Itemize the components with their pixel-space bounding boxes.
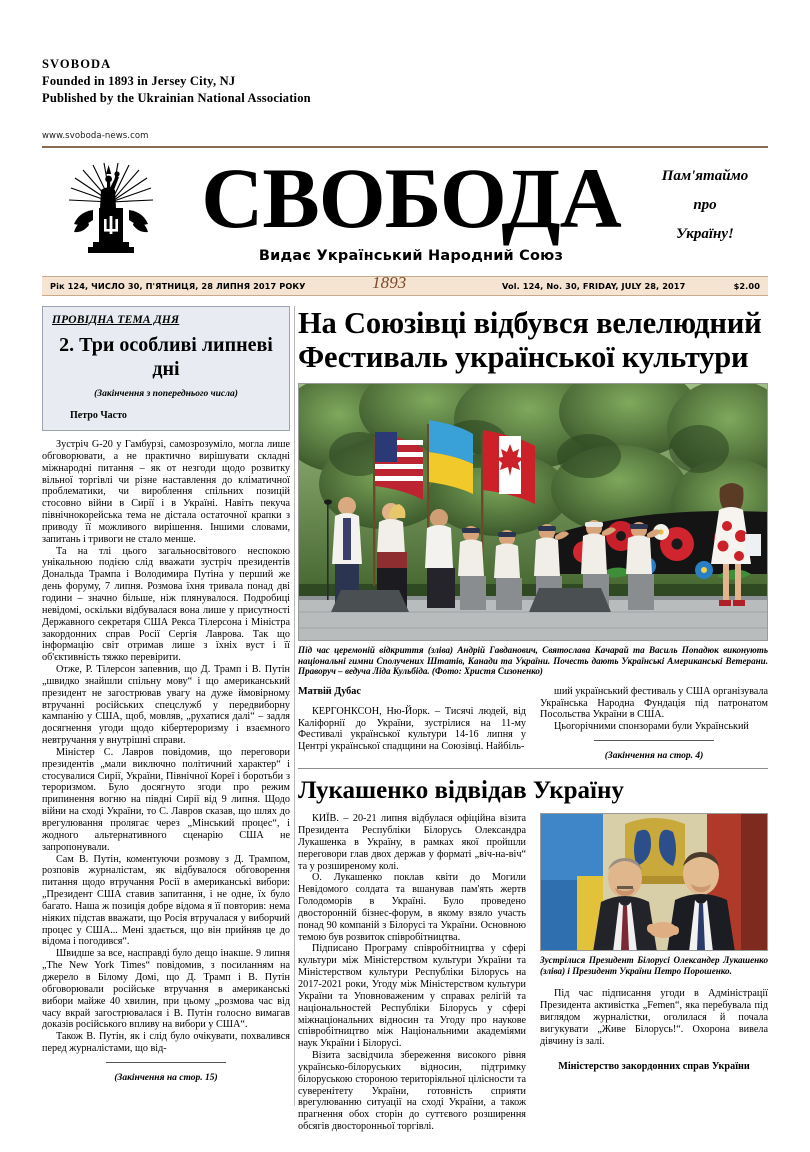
folio-year-mark: 1893 — [372, 273, 407, 292]
left-column — [42, 306, 290, 1083]
lukashenko-headline[interactable]: Лукашенко відвідав Україну — [298, 777, 624, 805]
festival-endnote-divider — [594, 740, 714, 741]
paragraph: Візита засвідчила збереження високого рівня українсько-білоруських відносин, підтримку білоруською стороною територіяльної цілісности та суверенітету України, готовність сприяти врегулюванню ситуації на сході України, а також прагнення обох сторін до суттєвого розширення обсягів двосторонньої торгівлі. — [298, 1050, 526, 1133]
lead-continued-on[interactable]: (Закінчення на стор. 15) — [114, 1072, 218, 1083]
lukashenko-photo-caption: Зустрілися Президент Білорусі Олександер Лукашенко (зліва) і Президент України Петро Порошенко. — [540, 955, 768, 976]
folio-price: $2.00 — [733, 281, 760, 291]
paragraph: Також В. Путін, як і слід було очікувати, похвалився перед журналістами, що від- — [42, 1031, 290, 1055]
lead-endnote-divider — [106, 1062, 226, 1063]
masthead — [0, 152, 810, 274]
lead-kicker: ПРОВІДНА ТЕМА ДНЯ — [52, 314, 180, 326]
paragraph: КЕРГОНКСОН, Ню-Йорк. – Тисячі людей, від Каліфорнії до України, зустрілися на 11-му Фестивалі української культури 14-16 липня у Центрі української спадщини на Союзівці. Найбіль- — [298, 705, 526, 753]
paragraph: ший український фестиваль у США організувала Українська Народна Фундація під патронатом Посольства України в США. — [540, 685, 768, 721]
slogan-line-1: Пам'ятаймо — [661, 168, 749, 184]
paragraph: Підписано Програму співробітництва у сфері культури між Міністерством культури України та Міністерством культури Республіки Білорусь на 2017-2021 роки, Угоду між Міністерством культури України та Уповноваженим у справах релігій та національностей Республіки Білорусь у сфері міжнаціональних відносин та Угоду про наукове співробітництво між Національними академіями наук України і Білорусі. — [298, 943, 526, 1050]
section-divider — [298, 768, 768, 769]
publisher-published-by: Published by the Ukrainian National Association — [42, 91, 311, 105]
festival-photo-artwork — [299, 384, 768, 641]
lead-headline-box[interactable] — [42, 306, 290, 431]
column-divider — [294, 306, 295, 1106]
paragraph: Швидше за все, насправді було дещо інакше. 9 липня „The New York Times“ повідомив, з посиланням на джерело в Білому Домі, що Д. Трамп і В. Путін обговорювали російське втручання в американські вибори майже 40 хвилин, при цьому „розмова час від часу вкрай загострювалася і В. Путін голосно вимагав доказів російського впливу на вибори у США“. — [42, 948, 290, 1031]
website-url[interactable]: www.svoboda-news.com — [42, 131, 149, 141]
festival-column-left — [298, 686, 526, 761]
lukashenko-signoff: Міністерство закордонних справ України — [558, 1060, 750, 1072]
lukashenko-body-left — [298, 813, 526, 1133]
paragraph: Міністер С. Лавров повідомив, що переговори президентів „мали виключно політичний характер“ і стосувалися Сирії, України, Північної Кореї і боротьби з тероризмом. Було досягнуто згоди про режим припинення вогню на півдні Сирії від 9 липня. Щодо війни на сході України, то С. Лавров сказав, що шлях до врегулювання пролягає через „Мінський процес“, і жодного альтернативного сценарію США не запропонували. — [42, 746, 290, 853]
festival-article-columns — [298, 686, 768, 761]
lead-continuation-note: (Закінчення з попереднього числа) — [94, 389, 238, 399]
lead-byline: Петро Часто — [70, 410, 127, 421]
slogan-line-3: Україну! — [676, 226, 734, 242]
lukashenko-article-columns — [298, 813, 768, 1133]
paragraph: О. Лукашенко поклав квіти до Могили Невідомого солдата та вшанував пам'ять жертв Голодоморів в Україні. Було проведено двосторонній бізнес-форум, в якому взяло участь понад 90 компаній з Білорусі та України. Основною темою був розвиток співробітництва. — [298, 872, 526, 943]
lukashenko-column-left — [298, 813, 526, 1133]
publisher-founded: Founded in 1893 in Jersey City, NJ — [42, 74, 236, 88]
lukashenko-photo-artwork — [541, 814, 768, 951]
festival-column-right — [540, 686, 768, 761]
festival-headline[interactable]: На Союзівці відбувся велелюдний Фестиваль української культури — [298, 306, 762, 374]
slogan-line-2: про — [693, 197, 717, 213]
right-section — [298, 306, 768, 1133]
festival-byline: Матвій Дубас — [298, 685, 361, 697]
festival-body-right — [540, 686, 768, 733]
folio-date-english: Vol. 124, No. 30, FRIDAY, JULY 28, 2017 — [502, 281, 686, 291]
paragraph: Зустріч G-20 у Гамбурзі, самозрозуміло, могла лише обговорювати, а не практично вирішувати складні міжнародні питання – як от незгоди щодо розвитку вільної торгівлі чи різне наставлення до кліматичної проблематики, чи вироблення спільних позицій стосовно війни в Сирії і в Україні. Навіть пекуча північнокорейська тема не дістала остаточної крапки з приводу її можливого вирішення. Іншими словами, запитань і тривоги не стало менше. — [42, 439, 290, 545]
masthead-slogan — [630, 162, 780, 249]
festival-continued-on[interactable]: (Закінчення на стор. 4) — [604, 751, 704, 762]
statue-of-liberty-trident-emblem — [57, 162, 165, 262]
folio-date-ukrainian: Рік 124, ЧИСЛО 30, П'ЯТНИЦЯ, 28 ЛИПНЯ 2017 РОКУ — [50, 281, 306, 291]
festival-photo-caption: Під час церемоній відкриття (зліва) Андрій Гавданович, Святослава Качарай та Василь Попадюк виконують національні гимни Сполучених Штатів, Канади та України. Почесть дають Українські Американські Ветерани. Праворуч – ведуча Ліда Кульбіда. (Фото: Христя Сизоненко) — [298, 645, 768, 677]
publisher-name: SVOBODA — [42, 57, 112, 71]
paragraph: Та на тлі цього загальносвітового неспокою унікальною подією слід вважати зустріч президентів Дональда Трампа і Володимира Путіна у перший же день форуму, 7 липня. Розмова їхня тривала понад дві години – значно більше, ніж плянувалося. Подробиці невідомі, оскільки відбувалася вона лише у присутності Державного секретаря США Рекса Тілерсона і Міністра закордонних справ Росії Сергія Лаврова. Так що інформацію світ отримав лише з їхніх вуст і її об'єктивність тяжко перевірити. — [42, 545, 290, 664]
lukashenko-column-right — [540, 813, 768, 1133]
folio-bar — [42, 273, 768, 296]
masthead-subtitle: Видає Український Народний Союз — [258, 248, 564, 264]
paragraph: Сам В. Путін, коментуючи розмову з Д. Трампом, розповів журналістам, як відбувалося обговорення питання щодо втручання Росії в американські вибори: „Президент США ставив запитання, і не одне, їх було багато. Наша ж позиція добре відома я її повторив: нема ніяких підстав вважати, що Росія втручалася у виборчий процес у США... Мені здається, що він прийняв це до відома і погодився“. — [42, 853, 290, 948]
paragraph: Цьогорічними спонзорами були Український — [554, 721, 749, 733]
paragraph: Отже, Р. Тілерсон запевнив, що Д. Трамп і В. Путін „швидко знайшли спільну мову“ і що американський президент не загострював увагу на дуже ймовірному втручанні російських спецслужб у передвиборну кампанію у США, щоб, мовляв, „рухатися далі“ – задля досягнення угоди щодо кібертероризму і взаємного невтручання у внутрішні справи. — [42, 664, 290, 747]
masthead-title: СВОБОДА — [201, 150, 621, 246]
festival-body-left — [298, 706, 526, 753]
lead-article-body — [42, 439, 290, 1055]
lead-headline[interactable]: 2. Три особливі липневі дні — [59, 334, 273, 380]
paragraph: КИЇВ. – 20-21 липня відбулася офіційна візита Президента Республіки Білорусь Олександра Лукашенка в Україну, в рамках якої пройшли переговори глав двох держав у форматі „віч-на-віч“ та у розширеному колі. — [298, 813, 526, 872]
festival-opening-ceremony-photo — [298, 383, 768, 641]
lukashenko-poroshenko-handshake-photo — [540, 813, 768, 951]
publisher-block — [42, 56, 542, 107]
lukashenko-body-right — [540, 988, 768, 1047]
paragraph: Під час підписання угоди в Адміністрації Президента активістка „Femen“, яка перебувала під виглядом журналістки, оголилася й почала вигукувати „Живе Білорусь!“. Охорона вивела дівчину із залі. — [540, 988, 768, 1047]
